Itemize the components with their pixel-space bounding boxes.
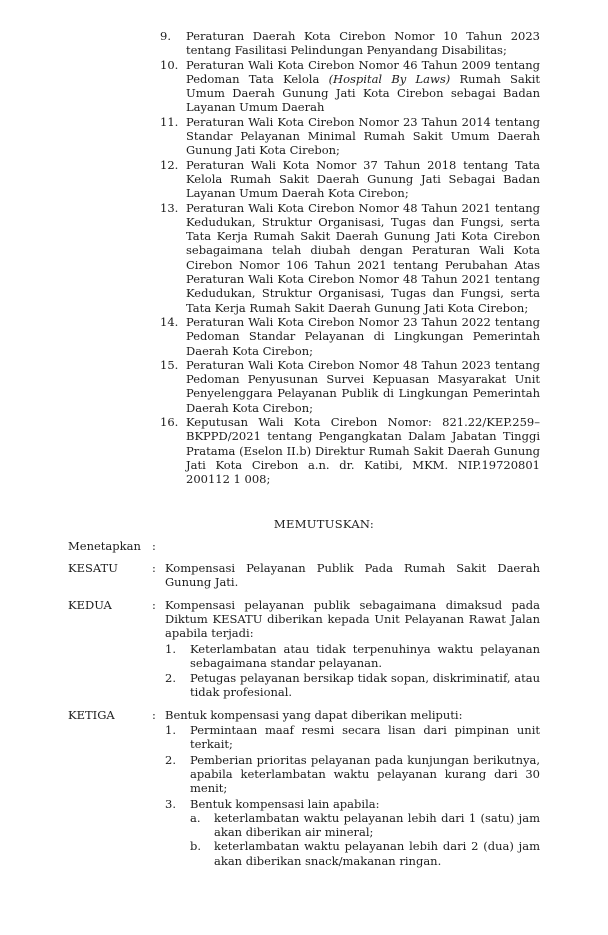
- regulation-item-11: [160, 115, 540, 158]
- regulation-item-15: [160, 358, 540, 415]
- regulation-item-13: [160, 201, 540, 315]
- list-item: [165, 671, 540, 700]
- clause-colon: :: [152, 561, 156, 576]
- sub-item-number: 1.: [165, 723, 176, 738]
- list-item: [165, 753, 540, 796]
- item-text: Peraturan Wali Kota Cirebon Nomor 23 Tahun 2014 tentang Standar Pelayanan Minimal Rumah Sakit Umum Daerah Gunung Jati Kota Cirebon;: [186, 114, 540, 158]
- item-number: 10.: [160, 57, 179, 72]
- clause-colon: :: [152, 597, 156, 612]
- clause-content-empty: [165, 539, 540, 553]
- sub-item-intro: Bentuk kompensasi lain apabila:: [190, 796, 380, 811]
- regulation-item-12: [160, 158, 540, 201]
- item-number: 13.: [160, 200, 179, 215]
- item-text: Peraturan Daerah Kota Cirebon Nomor 10 Tahun 2023 tentang Fasilitasi Pelindungan Penyandang Disabilitas;: [186, 29, 540, 58]
- sub-item-text: Petugas pelayanan bersikap tidak sopan, diskriminatif, atau tidak profesional.: [190, 671, 540, 700]
- clause-colon: :: [152, 707, 156, 722]
- regulation-item-16: [160, 415, 540, 486]
- regulation-item-14: [160, 315, 540, 358]
- list-item: [165, 723, 540, 752]
- item-text-pre: Peraturan Wali Kota Cirebon Nomor 46 Tahun 2009 tentang Pedoman Tata Kelola: [186, 57, 540, 86]
- clause-label: KEDUA: [68, 597, 112, 612]
- clause-kesatu: [68, 561, 540, 590]
- list-item: [190, 839, 540, 868]
- sub-sub-item-letter: a.: [190, 810, 201, 825]
- item-text: Peraturan Wali Kota Nomor 37 Tahun 2018 tentang Tata Kelola Rumah Sakit Daerah Gunung Jati Sebagai Badan Layanan Umum Daerah Kota Cirebon;: [186, 157, 540, 201]
- sub-item-number: 2.: [165, 752, 176, 767]
- sub-item-number: 2.: [165, 671, 176, 686]
- item-number: 15.: [160, 357, 179, 372]
- regulation-item-10: [160, 58, 540, 115]
- sub-sub-item-text: keterlambatan waktu pelayanan lebih dari 2 (dua) jam akan diberikan snack/makanan ringan.: [214, 839, 540, 868]
- item-text: Peraturan Wali Kota Cirebon Nomor 23 Tahun 2022 tentang Pedoman Standar Pelayanan di Lingkungan Pemerintah Daerah Kota Cirebon;: [186, 314, 540, 358]
- item-text: [186, 58, 540, 115]
- item-text: Peraturan Wali Kota Cirebon Nomor 48 Tahun 2021 tentang Kedudukan, Struktur Organisasi, Tugas dan Fungsi, serta Tata Kerja Rumah Sakit Daerah Gunung Jati Kota Cirebon sebagaimana telah diubah dengan Peraturan Wali Kota Cirebon Nomor 106 Tahun 2021 tentang Perubahan Atas Peraturan Wali Kota Cirebon Nomor 48 Tahun 2021 tentang Kedudukan, Struktur Organisasi, Tugas dan Fungsi, serta Tata Kerja Rumah Sakit Daerah Gunung Jati Kota Cirebon;: [186, 200, 540, 315]
- item-number: 11.: [160, 114, 179, 129]
- clause-kedua: [68, 598, 540, 700]
- item-text: Keputusan Wali Kota Cirebon Nomor: 821.22/KEP.259–BKPPD/2021 tentang Pengangkatan Dalam Jabatan Tinggi Pratama (Eselon II.b) Direktur Rumah Sakit Daerah Gunung Jati Kota Cirebon a.n. dr. Katibi, MKM. NIP.19720801 200112 1 008;: [186, 415, 540, 487]
- clause-colon: :: [152, 538, 156, 553]
- sub-item-number: 3.: [165, 796, 176, 811]
- item-number: 16.: [160, 415, 179, 430]
- sub-item-text: Pemberian prioritas pelayanan pada kunjungan berikutnya, apabila keterlambatan waktu pelayanan kurang dari 30 menit;: [190, 752, 540, 796]
- list-item: [165, 642, 540, 671]
- clause-ketiga: [68, 708, 540, 868]
- list-item: [165, 797, 540, 868]
- clause-label: Menetapkan: [68, 538, 141, 553]
- clause-content: [165, 598, 540, 700]
- sub-item-text: Permintaan maaf resmi secara lisan dari pimpinan unit terkait;: [190, 723, 540, 752]
- item-text-italic: (Hospital By Laws): [328, 71, 451, 86]
- memutuskan-heading: MEMUTUSKAN:: [273, 516, 375, 531]
- item-number: 14.: [160, 314, 179, 329]
- clause-label: KETIGA: [68, 707, 115, 722]
- sub-item-text: Keterlambatan atau tidak terpenuhinya waktu pelayanan sebagaimana standar pelayanan.: [190, 641, 540, 670]
- clause-content: [165, 561, 540, 590]
- clause-text: Bentuk kompensasi yang dapat diberikan meliputi:: [165, 707, 463, 722]
- regulation-item-9: [160, 29, 540, 58]
- menetapkan-row: [68, 539, 540, 553]
- item-number: 12.: [160, 157, 179, 172]
- item-text-post: Rumah Sakit Umum Daerah Gunung Jati Kota Cirebon sebagai Badan Layanan Umum Daerah: [186, 71, 540, 115]
- sub-item-text: [190, 797, 540, 868]
- sub-sub-item-letter: b.: [190, 839, 202, 854]
- clause-label: KESATU: [68, 561, 118, 576]
- item-number: 9.: [160, 29, 171, 43]
- clause-text: Kompensasi Pelayanan Publik Pada Rumah Sakit Daerah Gunung Jati.: [165, 561, 540, 590]
- clause-content: [165, 708, 540, 868]
- sub-sub-item-text: keterlambatan waktu pelayanan lebih dari 1 (satu) jam akan diberikan air mineral;: [214, 810, 540, 840]
- decision-clauses: [68, 539, 540, 868]
- list-item: [190, 811, 540, 840]
- sub-item-number: 1.: [165, 641, 176, 656]
- clause-text: Kompensasi pelayanan publik sebagaimana dimaksud pada Diktum KESATU diberikan kepada Unit Pelayanan Rawat Jalan apabila terjadi:: [165, 597, 540, 641]
- item-text: Peraturan Wali Kota Cirebon Nomor 48 Tahun 2023 tentang Pedoman Penyusunan Survei Kepuasan Masyarakat Unit Penyelenggara Pelayanan Publik di Lingkungan Pemerintah Daerah Kota Cirebon;: [186, 357, 540, 415]
